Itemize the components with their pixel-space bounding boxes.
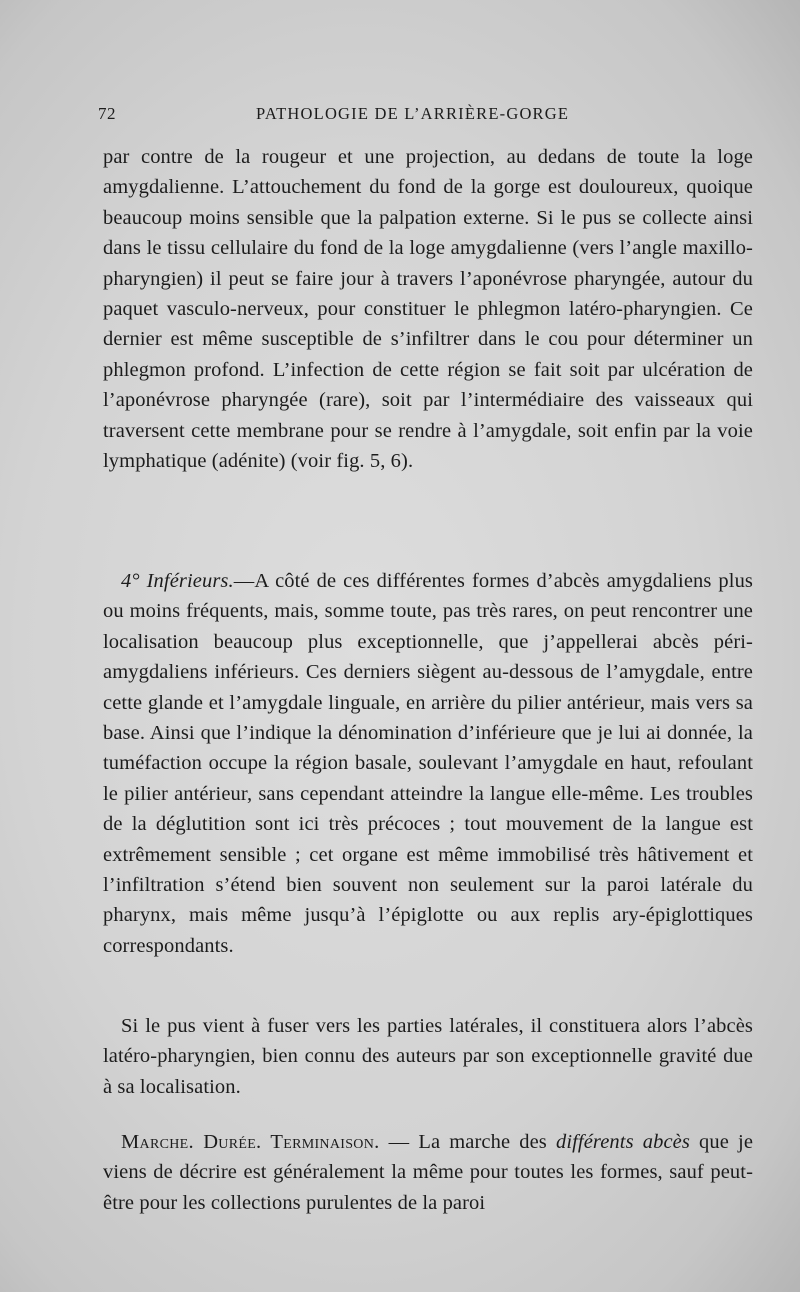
paragraph-marche-dash: — La marche des xyxy=(379,1131,556,1153)
paragraph-marche-body: que je viens de décrire est généralement la même pour toutes les formes, sauf peut-être pour les collections purulentes de la paroi xyxy=(103,1131,754,1214)
section-heading-marche: Marche. Durée. Terminaison. xyxy=(121,1131,380,1153)
paragraph-marche xyxy=(103,1127,753,1218)
paragraph-marche-italic: différents abcès xyxy=(555,1131,690,1153)
section-heading-inferieurs: 4° Inférieurs. xyxy=(121,570,234,592)
paragraph-inferieurs xyxy=(103,566,753,961)
paragraph-inferieurs-body: —A côté de ces différentes formes d’abcès amygdaliens plus ou moins fréquents, mais, somme toute, pas très rares, on peut rencontrer une localisation beaucoup plus exceptionnelle, que j’appellerai abcès péri-amygdaliens inférieurs. Ces derniers siègent au-dessous de l’amygdale, entre cette glande et l’amygdale linguale, en arrière du pilier antérieur, mais vers sa base. Ainsi que l’indique la dénomination d’inférieure que je lui ai donnée, la tuméfaction occupe la région basale, soulevant l’amygdale en haut, refoulant le pilier antérieur, sans cependant atteindre la langue elle-même. Les troubles de la déglutition sont ici très précoces ; tout mouvement de la langue est extrêmement sensible ; cet organe est même immobilisé très hâtivement et l’infiltration s’étend bien souvent non seulement sur la paroi latérale du pharynx, mais même jusqu’à l’épiglotte ou aux replis ary-épiglottiques correspondants. xyxy=(103,570,754,957)
page-number: 72 xyxy=(98,104,116,123)
page-header xyxy=(98,104,738,130)
paragraph-phlegmon: par contre de la rougeur et une projection, au dedans de toute la loge amygdalienne. L’attouchement du fond de la gorge est douloureux, quoique beaucoup moins sensible que la palpation externe. Si le pus se collecte ainsi dans le tissu cellulaire du fond de la loge amygdalienne (vers l’angle maxillo-pharyngien) il peut se faire jour à travers l’aponévrose pharyngée, autour du paquet vasculo-nerveux, pour constituer le phlegmon latéro-pharyngien. Ce dernier est même susceptible de s’infiltrer dans le cou pour déterminer un phlegmon profond. L’infection de cette région se fait soit par ulcération de l’aponévrose pharyngée (rare), soit par l’intermédiaire des vaisseaux qui traversent cette membrane pour se rendre à l’amygdale, soit enfin par la voie lymphatique (adénite) (voir fig. 5, 6). xyxy=(103,146,753,473)
paragraph-abces-lateral: Si le pus vient à fuser vers les parties latérales, il constituera alors l’abcès latéro-pharyngien, bien connu des auteurs par son exceptionnelle gravité due à sa localisation. xyxy=(103,1015,753,1098)
running-title: PATHOLOGIE DE L’ARRIÈRE-GORGE xyxy=(256,104,570,123)
